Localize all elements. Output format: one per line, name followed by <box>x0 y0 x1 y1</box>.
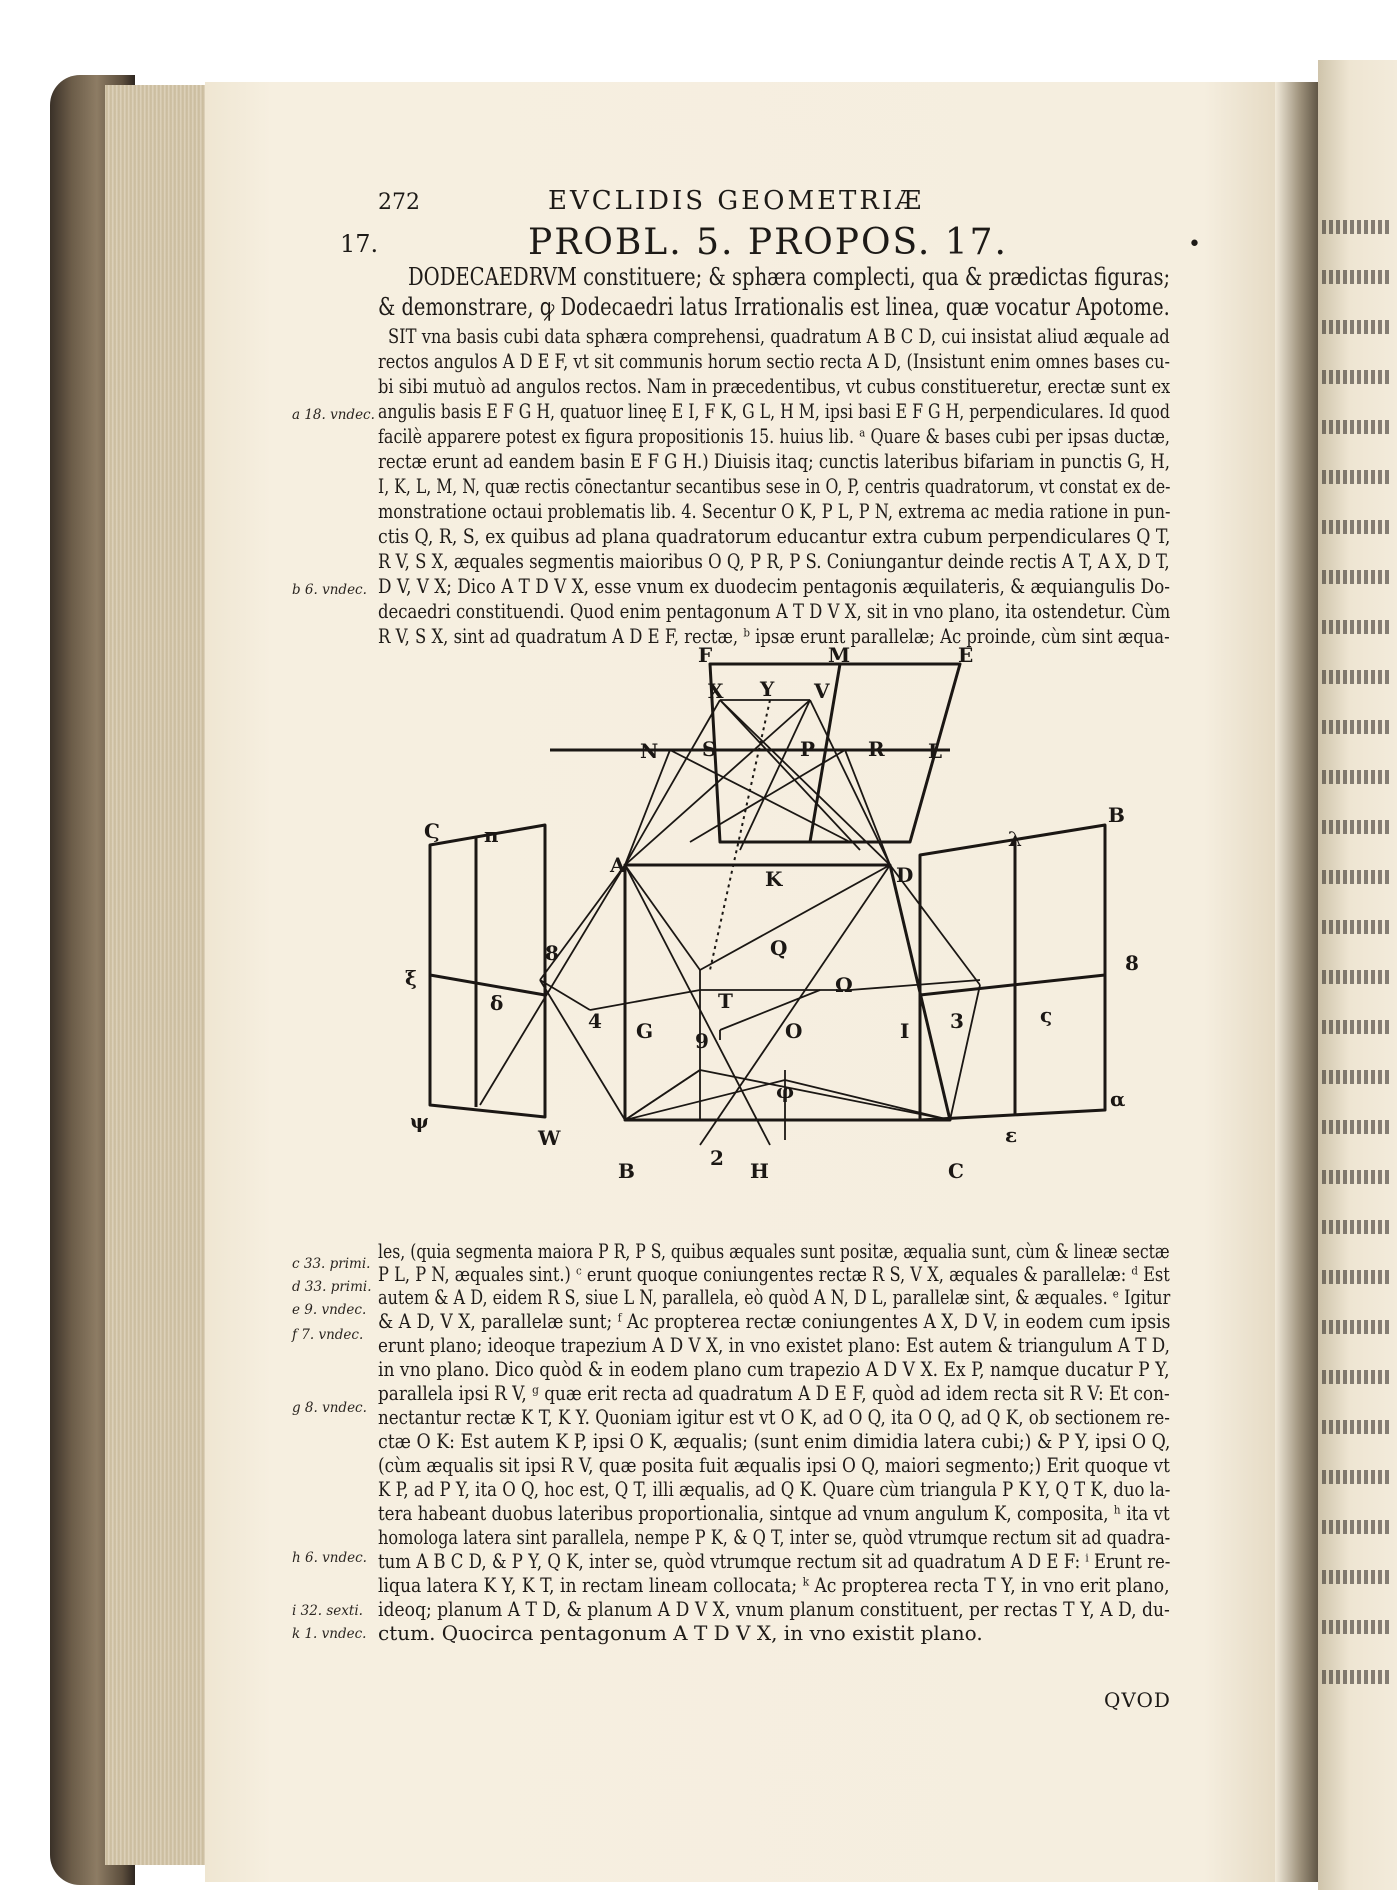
figure-label: λ <box>1008 827 1023 851</box>
text-line: tum A B C D, & P Y, Q K, inter se, quòd vtrumque rectum sit ad quadratum A D E F: ⁱ Erunt re- <box>378 1549 1171 1573</box>
enunciation-line: DODECAEDRVM constituere; & sphæra complecti, qua & prædictas figuras; <box>408 263 1171 291</box>
figure-label: L <box>928 739 943 763</box>
figure-label: P <box>800 737 816 761</box>
text-line: les, (quia segmenta maiora P R, P S, quibus æquales sunt positæ, æqualia sunt, cùm & lineæ sectæ <box>378 1239 1170 1263</box>
figure-label: F <box>698 643 713 667</box>
marginal-note: e 9. vndec. <box>292 1302 367 1318</box>
figure-label: 2 <box>710 1146 724 1170</box>
text-line: autem & A D, eidem R S, siue L N, parallela, eò quòd A N, D L, parallelæ sint, & æquales. ᵉ Igitur <box>378 1285 1171 1309</box>
text-line: I, K, L, M, N, quæ rectis cōnectantur secantibus sese in O, P, centris quadratorum, vt constat ex de- <box>378 474 1171 498</box>
text-line: D V, V X; Dico A T D V X, esse vnum ex duodecim pentagonis æquilateris, & æquiangulis Do- <box>378 574 1170 598</box>
figure-label: Ϛ <box>424 819 440 843</box>
figure-label: D <box>896 863 914 887</box>
figure-label: K <box>765 867 783 891</box>
dodecahedron-construction-figure <box>390 610 1150 1210</box>
text-line: tera habeant duobus lateribus proportionalia, sintque ad vnum angulum K, composita, ʰ ita vt <box>378 1501 1170 1525</box>
marginal-note: k 1. vndec. <box>292 1626 367 1642</box>
text-line: R V, S X, æquales segmentis maioribus O Q, P R, P S. Coniungantur deinde rectis A T, A X, D T, <box>378 549 1170 573</box>
figure-label: Ω <box>835 973 853 997</box>
text-line: ctum. Quocirca pentagonum A T D V X, in vno existit plano. <box>378 1621 983 1645</box>
ornament-dot: • <box>1188 232 1201 257</box>
marginal-note: g 8. vndec. <box>292 1400 367 1416</box>
figure-label: 8 <box>545 941 559 965</box>
figure-label: N <box>640 739 659 763</box>
marginal-note: d 33. primi. <box>292 1279 372 1295</box>
figure-label: ψ <box>410 1109 429 1133</box>
text-line: in vno plano. Dico quòd & in eodem plano cum trapezio A D V X. Ex P, namque ducatur P Y, <box>378 1357 1170 1381</box>
figure-label: 3 <box>950 1009 964 1033</box>
text-line: R V, S X, sint ad quadratum A D E F, rectæ, ᵇ ipsæ erunt parallelæ; Ac proinde, cùm sint æqua- <box>378 624 1170 648</box>
text-line: ideoq; planum A T D, & planum A D V X, vnum planum constituent, per rectas T Y, A D, du- <box>378 1597 1170 1621</box>
figure-label: O <box>785 1019 803 1043</box>
figure-label: X <box>708 679 724 703</box>
figure-label: A <box>610 853 626 877</box>
figure-label: ξ <box>405 966 417 990</box>
marginal-note: a 18. vndec. <box>292 407 375 423</box>
enunciation-line: & demonstrare, ꝙ Dodecaedri latus Irrationalis est linea, quæ vocatur Apotome. <box>378 293 1170 321</box>
figure-label: H <box>750 1159 769 1183</box>
figure-label: 4 <box>588 1009 602 1033</box>
figure-label: Q <box>770 936 788 960</box>
text-line: bi sibi mutuò ad angulos rectos. Nam in præcedentibus, vt cubus constitueretur, erectæ sunt ex <box>378 374 1171 398</box>
marginal-note: i 32. sexti. <box>292 1603 363 1619</box>
text-line: facilè apparere potest ex figura propositionis 15. huius lib. ᵃ Quare & bases cubi per ipsas ductæ, <box>378 424 1170 448</box>
marginal-note: f 7. vndec. <box>292 1327 364 1343</box>
text-line: SIT vna basis cubi data sphæra comprehensi, quadratum A B C D, cui insistat aliud æquale ad <box>388 324 1170 348</box>
text-line: monstratione octaui problematis lib. 4. Secentur O K, P L, P N, extrema ac media ratione in pun- <box>378 499 1171 523</box>
figure-label: R <box>868 737 885 761</box>
marginal-note: c 33. primi. <box>292 1256 371 1272</box>
figure-label: S <box>702 737 717 761</box>
figure-label: C <box>948 1159 964 1183</box>
page-edges <box>105 85 205 1865</box>
text-line: decaedri constituendi. Quod enim pentagonum A T D V X, sit in vno plano, ita ostendetur. Cùm <box>378 599 1171 623</box>
running-title: EVCLIDIS GEOMETRIÆ <box>548 186 925 216</box>
figure-label: B <box>618 1159 635 1183</box>
text-line: & A D, V X, parallelæ sunt; ᶠ Ac propterea rectæ coniungentes A X, D V, in eodem cum ipsis <box>378 1309 1171 1333</box>
text-line: P L, P N, æquales sint.) ᶜ erunt quoque coniungentes rectæ R S, V X, æquales & parallelæ: ᵈ Est <box>378 1262 1170 1286</box>
figure-label: I <box>900 1019 910 1043</box>
proposition-heading: PROBL. 5. PROPOS. 17. <box>528 222 1008 263</box>
text-line: erunt plano; ideoque trapezium A D V X, in vno existet plano: Est autem & triangulum A T D, <box>378 1333 1170 1357</box>
figure-label: B <box>1108 803 1125 827</box>
marginal-note: h 6. vndec. <box>292 1550 367 1566</box>
marginal-note: b 6. vndec. <box>292 582 367 598</box>
figure-label: W <box>538 1126 561 1150</box>
figure-label: ε <box>1005 1123 1018 1147</box>
figure-label: 9 <box>695 1029 709 1053</box>
catchword: QVOD <box>1104 1688 1171 1712</box>
figure-label: δ <box>490 991 504 1015</box>
figure-label: ς <box>1040 1003 1053 1027</box>
figure-label: Y <box>760 677 775 701</box>
text-line: homologa latera sint parallela, nempe P K, & Q T, inter se, quòd vtrumque rectum sit ad quadra- <box>378 1525 1171 1549</box>
text-line: K P, ad P Y, ita O Q, hoc est, Q T, illi æqualis, ad Q K. Quare cùm triangula P K Y, Q T K, duo la- <box>378 1477 1171 1501</box>
text-line: parallela ipsi R V, ᵍ quæ erit recta ad quadratum A D E F, quòd ad idem recta sit R V: Et con- <box>378 1381 1170 1405</box>
figure-label: 8 <box>1125 951 1139 975</box>
proposition-number: 17. <box>340 230 379 258</box>
figure-label: G <box>636 1019 654 1043</box>
text-line: rectos angulos A D E F, vt sit communis horum sectio recta A D, (Insistunt enim omnes bases cu- <box>378 349 1170 373</box>
text-line: (cùm æqualis sit ipsi R V, quæ posita fuit æqualis ipsi O Q, maiori segmento;) Erit quoque vt <box>378 1453 1170 1477</box>
figure-label: α <box>1110 1087 1126 1111</box>
figure-label: φ <box>776 1079 795 1103</box>
right-page-edge <box>1318 60 1397 1890</box>
text-line: liqua latera K Y, K T, in rectam lineam collocata; ᵏ Ac propterea recta T Y, in vno erit plano, <box>378 1573 1170 1597</box>
figure-label: T <box>718 989 733 1013</box>
page-number: 272 <box>378 190 420 215</box>
figure-label: E <box>958 643 974 667</box>
text-line: nectantur rectæ K T, K Y. Quoniam igitur est vt O K, ad O Q, ita O Q, ad Q K, ob sectionem re- <box>378 1405 1170 1429</box>
text-line: ctæ O K: Est autem K P, ipsi O K, æqualis; (sunt enim dimidia latera cubi;) & P Y, ipsi O Q, <box>378 1429 1171 1453</box>
text-line: ctis Q, R, S, ex quibus ad plana quadratorum educantur extra cubum perpendiculares Q T, <box>378 524 1171 548</box>
figure-label: π <box>484 823 499 847</box>
figure-label: V <box>814 679 830 703</box>
figure-label: M <box>828 643 851 667</box>
text-line: rectæ erunt ad eandem basin E F G H.) Diuisis itaq; cunctis lateribus bifariam in punctis G, H, <box>378 449 1171 473</box>
text-line: angulis basis E F G H, quatuor lineę E I, F K, G L, H M, ipsi basi E F G H, perpendiculares. Id quod <box>378 399 1170 423</box>
book-gutter <box>1275 82 1320 1882</box>
